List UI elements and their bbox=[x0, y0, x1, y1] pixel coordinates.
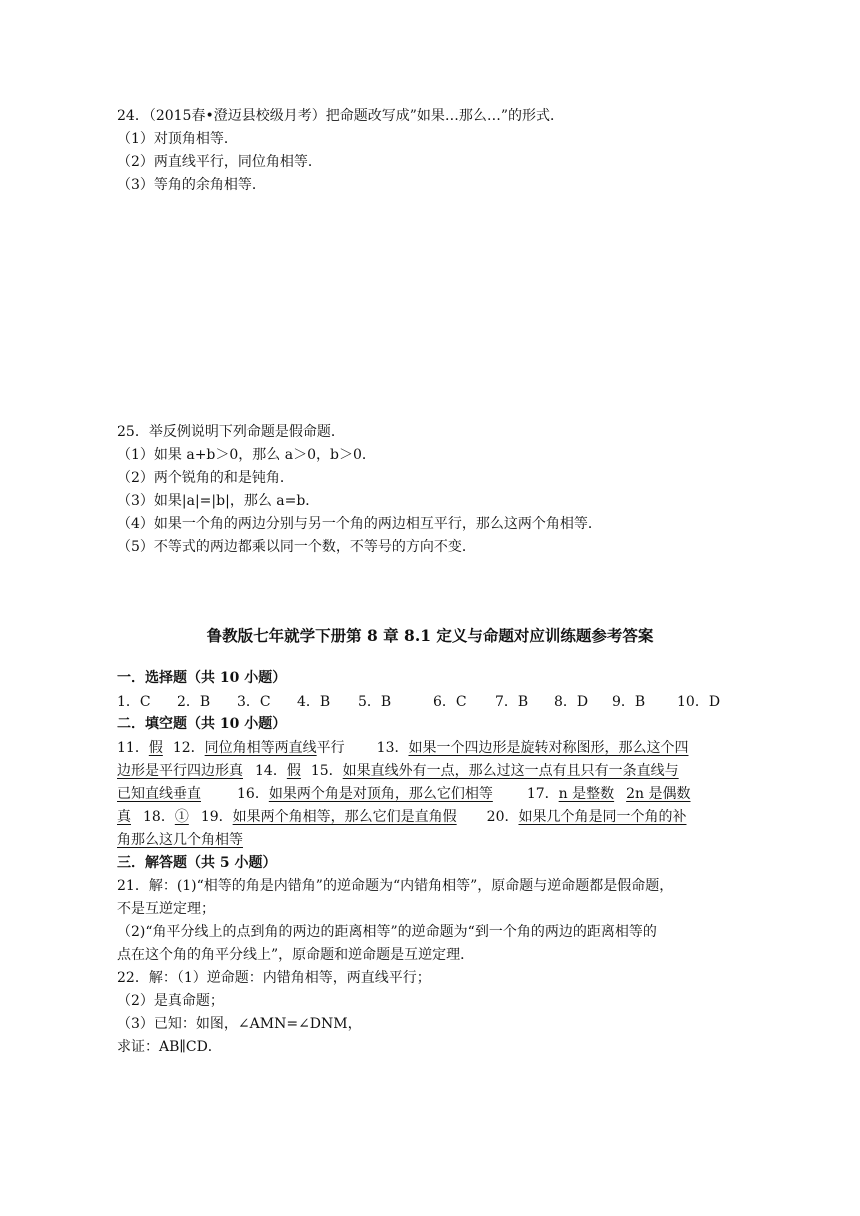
choice-answer-9: 9．B bbox=[612, 694, 646, 710]
fill-line-4 bbox=[117, 807, 686, 827]
fill-number-12: 12． bbox=[172, 740, 205, 756]
choice-answer-10: 10．D bbox=[677, 694, 721, 710]
fill-number-14: 14． bbox=[255, 763, 287, 779]
choice-answer-5: 5．B bbox=[358, 694, 392, 710]
solution-line-6: （2）是真命题； bbox=[117, 993, 224, 1009]
fill-line-2 bbox=[117, 761, 679, 781]
choice-answer-7: 7．B bbox=[495, 694, 529, 710]
fill-line-5 bbox=[117, 830, 243, 850]
fill-number-20: 20． bbox=[486, 809, 519, 825]
choice-answer-6: 6．C bbox=[433, 694, 467, 710]
fill-answer-17-part1: n 是整数 bbox=[558, 786, 615, 802]
fill-number-13: 13． bbox=[376, 740, 409, 756]
q25-title: 25．举反例说明下列命题是假命题． bbox=[117, 424, 345, 440]
fill-answer-17-part2: 2n 是偶数 bbox=[626, 786, 691, 802]
fill-line-1 bbox=[117, 738, 688, 758]
choice-answer-3: 3．C bbox=[237, 694, 271, 710]
fill-number-11: 11． bbox=[117, 740, 149, 756]
fill-number-16: 16． bbox=[237, 786, 269, 802]
fill-number-19: 19． bbox=[200, 809, 233, 825]
fill-answer-13-part1: 如果一个四边形是旋转对称图形，那么这个四 bbox=[408, 740, 689, 756]
solution-line-7: （3）已知：如图，∠AMN=∠DNM， bbox=[117, 1016, 362, 1032]
section3-heading: 三．解答题（共 5 小题） bbox=[117, 855, 277, 871]
section1-heading: 一．选择题（共 10 小题） bbox=[117, 670, 287, 686]
q25-item-3: （3）如果|a|=|b|，那么 a=b． bbox=[117, 493, 320, 509]
answer-title: 鲁教版七年就学下册第 8 章 8.1 定义与命题对应训练题参考答案 bbox=[206, 626, 654, 645]
fill-answer-12: 同位角相等两直线 bbox=[204, 740, 317, 756]
fill-number-17: 17． bbox=[526, 786, 559, 802]
fill-answer-15-part2: 已知直线垂直 bbox=[117, 786, 201, 802]
choice-answer-1: 1．C bbox=[117, 694, 151, 710]
fill-answer-16: 如果两个角是对顶角，那么它们相等 bbox=[268, 786, 493, 802]
q25-item-4: （4）如果一个角的两边分别与另一个角的两边相互平行，那么这两个角相等． bbox=[117, 516, 602, 532]
q24-item-3: （3）等角的余角相等． bbox=[117, 177, 266, 193]
solution-line-4: 点在这个角的角平分线上”，原命题和逆命题是互逆定理． bbox=[117, 947, 475, 963]
solution-line-8: 求证：AB∥CD． bbox=[117, 1039, 222, 1055]
fill-answer-12-tail: 平行 bbox=[316, 740, 345, 756]
fill-answer-18: ① bbox=[174, 809, 189, 825]
q25-item-5: （5）不等式的两边都乘以同一个数，不等号的方向不变． bbox=[117, 539, 476, 555]
choice-answer-4: 4．B bbox=[297, 694, 331, 710]
solution-line-2: 不是互逆定理； bbox=[117, 901, 215, 917]
choice-answer-8: 8．D bbox=[554, 694, 589, 710]
q25-item-2: （2）两个锐角的和是钝角． bbox=[117, 470, 294, 486]
q24-item-2: （2）两直线平行，同位角相等． bbox=[117, 154, 322, 170]
q24-item-1: （1）对顶角相等． bbox=[117, 131, 238, 147]
fill-answer-14: 假 bbox=[286, 763, 301, 779]
fill-answer-20-part2: 角那么这几个角相等 bbox=[117, 832, 243, 848]
solution-line-3: （2)“角平分线上的点到角的两边的距离相等”的逆命题为“到一个角的两边的距离相等的 bbox=[117, 924, 657, 940]
choice-answer-2: 2．B bbox=[177, 694, 211, 710]
fill-answer-13-part2: 边形是平行四边形真 bbox=[117, 763, 243, 779]
solution-line-5: 22．解：（1）逆命题：内错角相等，两直线平行； bbox=[117, 970, 431, 986]
section2-heading: 二．填空题（共 10 小题） bbox=[117, 716, 287, 732]
q24-title: 24．（2015春•澄迈县校级月考）把命题改写成”如果…那么…”的形式． bbox=[117, 108, 565, 124]
fill-answer-19: 如果两个角相等，那么它们是直角假 bbox=[232, 809, 457, 825]
fill-number-15: 15． bbox=[310, 763, 343, 779]
fill-answer-11: 假 bbox=[148, 740, 163, 756]
fill-answer-17-part3: 真 bbox=[117, 809, 131, 825]
fill-line-3 bbox=[117, 784, 691, 804]
fill-number-18: 18． bbox=[143, 809, 175, 825]
q25-item-1: （1）如果 a+b＞0，那么 a＞0，b＞0． bbox=[117, 447, 376, 463]
fill-answer-20-part1: 如果几个角是同一个角的补 bbox=[518, 809, 687, 825]
solution-line-1: 21．解：(1)“相等的角是内错角”的逆命题为“内错角相等”，原命题与逆命题都是假命题， bbox=[117, 878, 674, 894]
fill-answer-15-part1: 如果直线外有一点，那么过这一点有且只有一条直线与 bbox=[342, 763, 679, 779]
